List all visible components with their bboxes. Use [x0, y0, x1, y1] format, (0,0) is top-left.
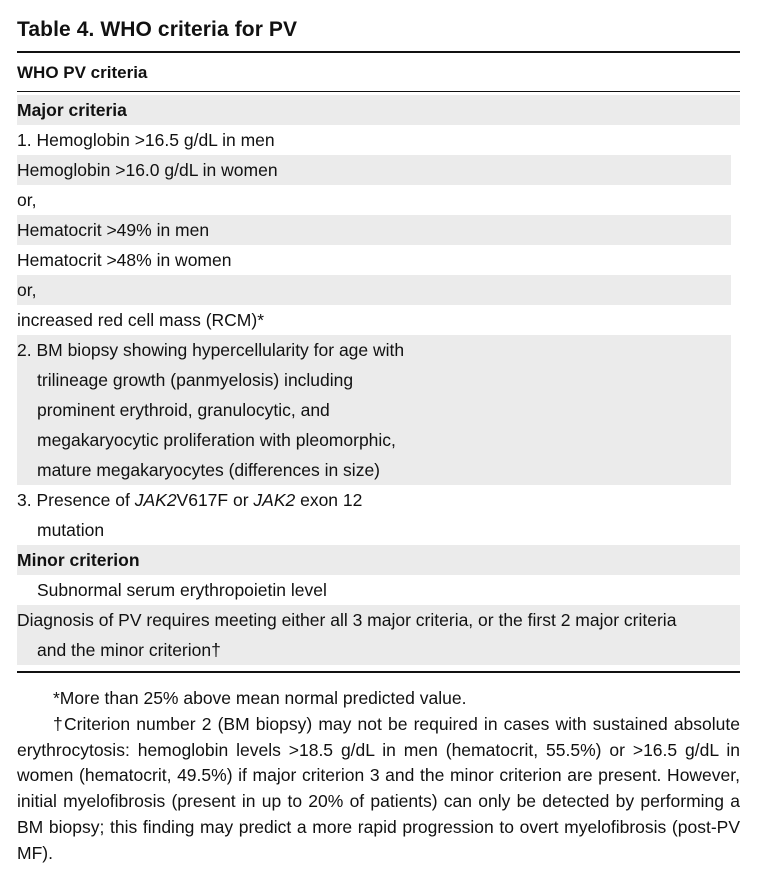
jak2-text-pre: 3. Presence of — [17, 490, 135, 510]
table-row: megakaryocytic proliferation with pleomorphic, — [17, 425, 731, 455]
footnote-asterisk: *More than 25% above mean normal predicted value. — [53, 688, 467, 708]
jak2-text-mid: V617F or — [176, 490, 254, 510]
table-row: prominent erythroid, granulocytic, and — [17, 395, 731, 425]
jak2-gene-italic: JAK2 — [253, 490, 296, 510]
jak2-gene-italic: JAK2 — [134, 490, 177, 510]
table-row: Hematocrit >48% in women — [17, 250, 232, 270]
table-row: trilineage growth (panmyelosis) including — [17, 365, 731, 395]
table-row: 1. Hemoglobin >16.5 g/dL in men — [17, 130, 275, 150]
table-row: Subnormal serum erythropoietin level — [37, 580, 327, 600]
table-row: 2. BM biopsy showing hypercellularity for age with — [17, 335, 731, 365]
header-rule — [17, 91, 740, 92]
top-rule — [17, 51, 740, 53]
table-row: and the minor criterion† — [17, 635, 740, 665]
footnote-dagger: †Criterion number 2 (BM biopsy) may not be required in cases with sustained absolute erythrocytosis: hemoglobin levels >18.5 g/dL in men (hematocrit, 55.5%) or >16.5 g/dL in women (hematocrit, 49.5%) if major criterion 3 and the minor criterion are present. However, initial myelofibrosis (present in up to 20% of patients) can only be detected by performing a BM biopsy; this finding may predict a more rapid progression to overt myelofibrosis (post-PV MF). — [17, 713, 740, 863]
table-row-major-criteria-heading: Major criteria — [17, 95, 740, 125]
table-title: Table 4. WHO criteria for PV — [17, 18, 298, 41]
table-row-minor-criterion-heading: Minor criterion — [17, 545, 740, 575]
table-row: or, — [17, 190, 37, 210]
table-row: Diagnosis of PV requires meeting either all 3 major criteria, or the first 2 major criteria — [17, 605, 740, 635]
footnotes — [17, 686, 740, 867]
table-header: WHO PV criteria — [17, 63, 148, 82]
criteria-table — [17, 95, 740, 665]
table-row: Hematocrit >49% in men — [17, 215, 731, 245]
jak2-text-post: exon 12 — [295, 490, 363, 510]
table-row: or, — [17, 275, 731, 305]
table-row: mutation — [37, 520, 105, 540]
bottom-rule — [17, 671, 740, 673]
table-row: mature megakaryocytes (differences in size) — [17, 455, 731, 485]
table-row-jak2 — [17, 485, 740, 515]
table-row: Hemoglobin >16.0 g/dL in women — [17, 155, 731, 185]
table-row: increased red cell mass (RCM)* — [17, 310, 265, 330]
